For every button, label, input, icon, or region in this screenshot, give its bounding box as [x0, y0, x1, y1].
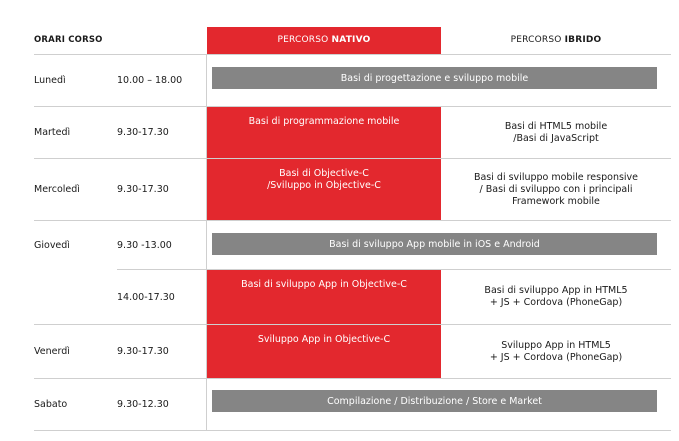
ibrido-line: Framework mobile [512, 195, 600, 207]
ibrido-line: Basi di HTML5 mobile [504, 120, 608, 132]
ibrido-line: Sviluppo App in HTML5 [501, 339, 611, 351]
time-mercoledi: 9.30-17.30 [117, 184, 169, 195]
header-nativo-prefix: PERCORSO [277, 35, 332, 45]
nativo-line: Basi di Objective-C [279, 168, 369, 179]
nativo-cell-mercoledi [207, 159, 441, 220]
ibrido-cell-giovedi [441, 270, 671, 324]
day-martedi: Martedì [34, 127, 71, 138]
ibrido-line: Basi di sviluppo App in HTML5 [484, 285, 628, 296]
day-sabato: Sabato [34, 399, 68, 410]
time-sabato: 9.30-12.30 [117, 399, 169, 410]
day-mercoledi: Mercoledì [34, 184, 80, 195]
time-venerdi: 9.30-17.30 [117, 346, 169, 357]
row-divider [34, 430, 671, 431]
header-percorso-nativo [207, 27, 441, 54]
nativo-cell-giovedi [207, 270, 441, 324]
ibrido-line: Basi di sviluppo mobile responsive [473, 171, 639, 183]
ibrido-line: / Basi di sviluppo con i principali [479, 183, 633, 195]
day-giovedi: Giovedì [34, 239, 70, 251]
time-giovedi-am: 9.30 -13.00 [117, 239, 172, 251]
time-martedi: 9.30-17.30 [117, 127, 169, 138]
shared-bar-lunedi: Basi di progettazione e sviluppo mobile [212, 67, 657, 89]
time-giovedi-pm: 14.00-17.30 [117, 291, 175, 303]
header-ibrido-prefix: PERCORSO [510, 35, 565, 45]
shared-bar-giovedi: Basi di sviluppo App mobile in iOS e Android [212, 233, 657, 255]
nativo-cell-martedi [207, 107, 441, 158]
day-venerdi: Venerdì [34, 346, 70, 357]
nativo-text-martedi: Basi di programmazione mobile [248, 116, 400, 127]
ibrido-line: + JS + Cordova (PhoneGap) [489, 297, 623, 308]
ibrido-cell-mercoledi [441, 159, 671, 220]
ibrido-cell-venerdi [441, 325, 671, 378]
day-lunedi: Lunedì [34, 75, 66, 86]
nativo-text-venerdi: Sviluppo App in Objective-C [257, 334, 391, 345]
header-percorso-ibrido [441, 27, 671, 54]
ibrido-line: + JS + Cordova (PhoneGap) [489, 351, 623, 363]
nativo-line: /Sviluppo in Objective-C [267, 180, 381, 191]
time-lunedi: 10.00 – 18.00 [117, 75, 183, 86]
ibrido-line: /Basi di JavaScript [513, 132, 599, 144]
nativo-cell-venerdi [207, 325, 441, 378]
nativo-text-giovedi: Basi di sviluppo App in Objective-C [241, 279, 407, 290]
header-ibrido-bold: IBRIDO [564, 35, 602, 45]
header-nativo-bold: NATIVO [331, 35, 371, 45]
shared-bar-sabato: Compilazione / Distribuzione / Store e Market [212, 390, 657, 412]
ibrido-cell-martedi [441, 107, 671, 158]
header-orari-corso: ORARI CORSO [34, 35, 103, 45]
